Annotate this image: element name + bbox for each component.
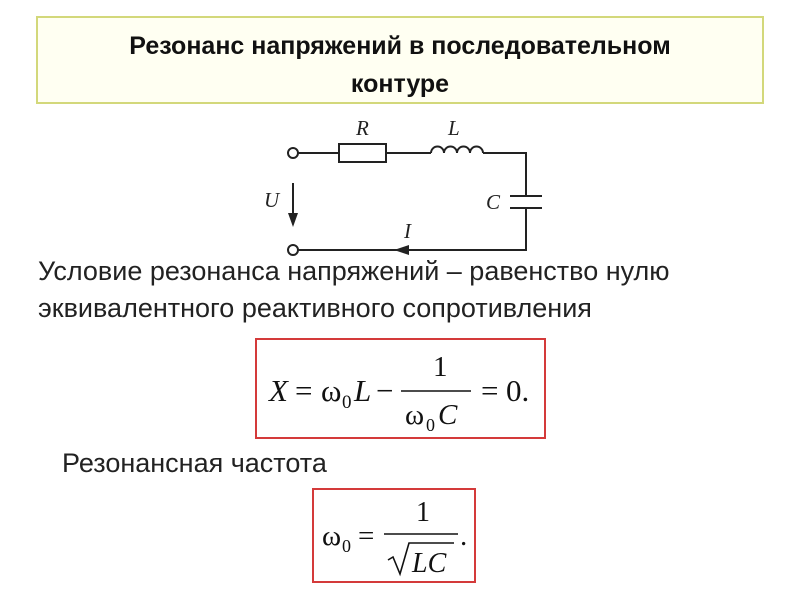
capacitor-label: C	[486, 190, 501, 214]
title-line-1: Резонанс напряжений в последовательном	[129, 32, 671, 60]
formula1-den-omega: ω	[405, 399, 425, 431]
formula1-lhs: X	[269, 373, 288, 408]
inductor-symbol	[431, 147, 483, 154]
resonance-condition-formula	[257, 340, 544, 437]
condition-text-line-2: эквивалентного реактивного сопротивления	[38, 293, 592, 323]
formula1-den-C: C	[438, 399, 458, 431]
formula1-minus: −	[376, 373, 394, 408]
condition-text-line-1: Условие резонанса напряжений – равенство нулю	[38, 256, 670, 286]
formula1-rhs: 0.	[506, 373, 530, 408]
current-arrow	[394, 245, 409, 255]
title-box	[36, 16, 764, 104]
formula1-omega: ω	[321, 373, 342, 408]
resonance-condition-formula-box	[255, 338, 546, 439]
formula1-sub: 0	[342, 392, 352, 413]
circuit-diagram	[250, 110, 560, 260]
voltage-arrow	[288, 213, 298, 227]
formula1-eq: =	[295, 373, 313, 408]
formula2-sub: 0	[342, 536, 351, 556]
resistor-symbol	[339, 144, 386, 162]
formula1-den-sub: 0	[426, 415, 435, 435]
capacitor-symbol	[510, 196, 542, 208]
inductor-label: L	[448, 116, 460, 140]
formula2-omega: ω	[322, 520, 342, 552]
resonant-frequency-label: Резонансная частота	[62, 448, 327, 478]
resistor-label: R	[356, 116, 369, 140]
formula1-eq2: =	[481, 373, 499, 408]
input-terminal-top	[288, 148, 298, 158]
formula2-dot: .	[460, 520, 468, 552]
formula1-numerator: 1	[433, 351, 448, 383]
formula2-numerator: 1	[416, 497, 430, 528]
resonant-frequency-formula	[314, 490, 474, 581]
resonant-frequency-formula-box	[312, 488, 476, 583]
formula2-radicand: LC	[412, 548, 447, 579]
current-label: I	[404, 219, 411, 243]
voltage-label: U	[264, 188, 280, 212]
input-terminal-bottom	[288, 245, 298, 255]
formula1-L: L	[354, 373, 372, 408]
title-line-2: контуре	[350, 70, 450, 98]
formula2-eq: =	[358, 520, 375, 552]
